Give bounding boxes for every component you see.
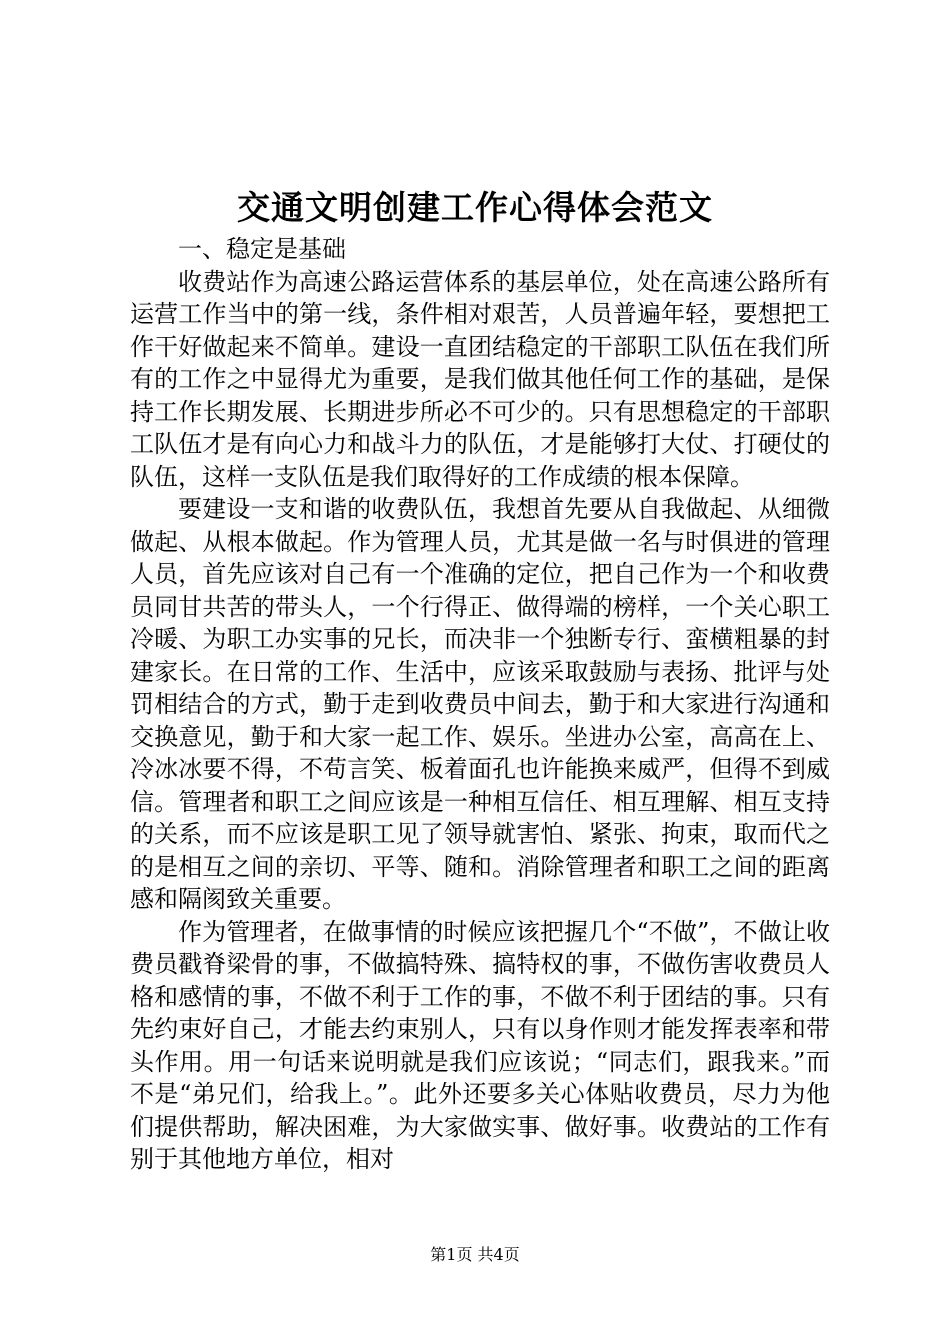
- section-heading: 一、稳定是基础: [178, 235, 346, 263]
- paragraph: 要建设一支和谐的收费队伍，我想首先要从自我做起、从细微做起、从根本做起。作为管理人员，尤其是做一名与时俱进的管理人员，首先应该对自己有一个准确的定位，把自己作为一个和收费员同甘共苦的带头人，一个行得正、做得端的榜样，一个关心职工冷暖、为职工办实事的兄长，而决非一个独断专行、蛮横粗暴的封建家长。在日常的工作、生活中，应该采取鼓励与表扬、批评与处罚相结合的方式，勤于走到收费员中间去，勤于和大家进行沟通和交换意见，勤于和大家一起工作、娱乐。坐进办公室，高高在上、冷冰冰要不得，不苟言笑、板着面孔也许能换来威严，但得不到威信。管理者和职工之间应该是一种相互信任、相互理解、相互支持的关系，而不应该是职工见了领导就害怕、紧张、拘束，取而代之的是相互之间的亲切、平等、随和。消除管理者和职工之间的距离感和隔阂致关重要。: [130, 495, 830, 913]
- document-body: [130, 233, 830, 1176]
- paragraph: 收费站作为高速公路运营体系的基层单位，处在高速公路所有运营工作当中的第一线，条件相对艰苦，人员普遍年轻，要想把工作干好做起来不简单。建设一直团结稳定的干部职工队伍在我们所有的工作之中显得尤为重要，是我们做其他任何工作的基础，是保持工作长期发展、长期进步所必不可少的。只有思想稳定的干部职工队伍才是有向心力和战斗力的队伍，才是能够打大仗、打硬仗的队伍，这样一支队伍是我们取得好的工作成绩的根本保障。: [130, 267, 830, 491]
- page-footer: 第1页 共4页: [430, 1245, 520, 1264]
- document-title: 交通文明创建工作心得体会范文: [237, 188, 713, 227]
- paragraph: 作为管理者，在做事情的时候应该把握几个“不做”，不做让收费员戳脊梁骨的事，不做搞特殊、搞特权的事，不做伤害收费员人格和感情的事，不做不利于工作的事，不做不利于团结的事。只有先约束好自己，才能去约束别人，只有以身作则才能发挥表率和带头作用。用一句话来说明就是我们应该说；“同志们，跟我来。”而不是“弟兄们，给我上。”。此外还要多关心体贴收费员，尽力为他们提供帮助，解决困难，为大家做实事、做好事。收费站的工作有别于其他地方单位，相对: [130, 917, 830, 1173]
